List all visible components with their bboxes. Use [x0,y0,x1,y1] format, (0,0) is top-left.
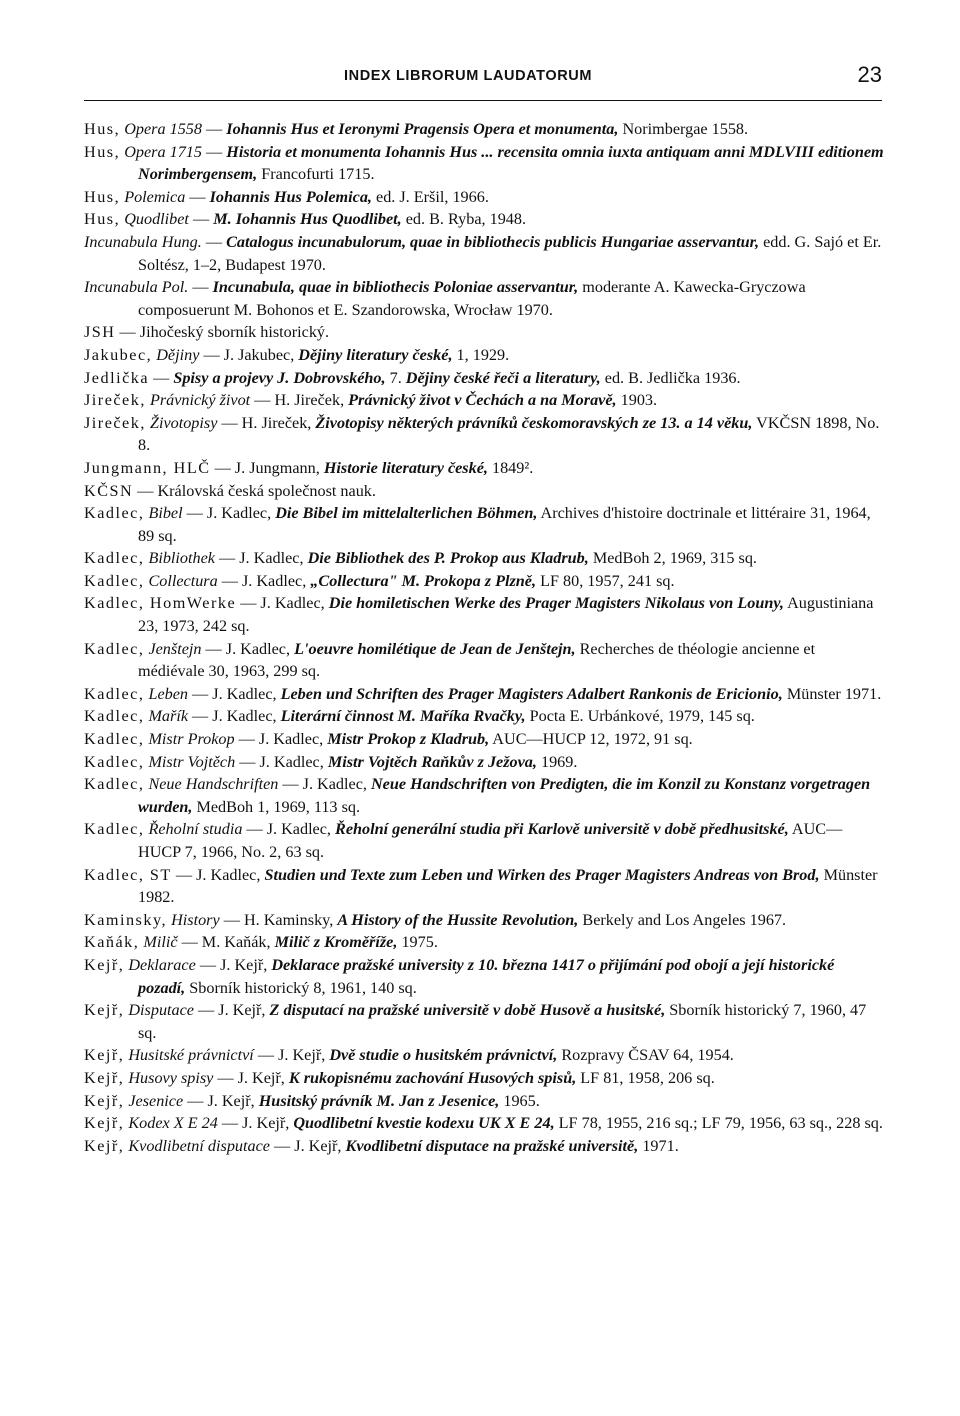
entry-separator: — [201,142,227,161]
entry-separator: — [149,368,174,387]
entry-title-secondary: Mistr Prokop z Kladrub, [327,730,490,749]
entry-title-secondary: Neue Handschriften von Predigten, die im Konzil zu Konstanz vorgetragen wurden, [138,775,871,816]
bibliography-entry [84,1067,884,1090]
entry-title-secondary: Dějiny literatury české, [298,345,453,364]
entry-separator: — [250,391,275,410]
entry-title-secondary: Studien und Texte zum Leben und Wirken des Prager Magisters Andreas von Brod, [264,865,820,884]
entry-separator: — [199,345,224,364]
entry-title-secondary: Literární činnost M. Maříka Rvačky, [280,707,526,726]
entry-short-title: Jenštejn [144,639,202,658]
entry-title-secondary: Die Bibel im mittelalterlichen Böhmen, [275,504,538,523]
entry-title: Incunabula, quae in bibliothecis Poloniae asservantur, [212,278,579,297]
entry-separator: — [217,413,242,432]
entry-details: J. Kadlec, [241,571,311,590]
entry-separator: — [235,752,260,771]
bibliography-entry [84,276,884,321]
entry-details-secondary: 1, 1929. [452,345,510,364]
entry-details-secondary: Sborník historický 7, 1960, 47 sq. [138,1001,867,1042]
entry-title-secondary: Právnický život v Čechách a na Moravě, [348,391,617,410]
entry-details-secondary: 1975. [397,933,438,952]
entry-details-secondary: 1969. [536,752,578,771]
entry-details: M. Kaňák, [201,933,275,952]
entry-key: Kaňák, [84,933,140,952]
entry-separator: — [201,639,226,658]
entry-details-secondary: LF 78, 1955, 216 sq.; LF 79, 1956, 63 sq., 228 sq. [554,1114,883,1133]
entry-details: J. Kadlec, [239,549,308,568]
bibliography-entry [84,954,884,999]
entry-separator: — [214,549,240,568]
entry-title-secondary: „Collectura" M. Prokopa z Plzně, [310,571,537,590]
page-header [84,60,882,101]
entry-short-title: Polemica [120,187,186,206]
entry-key: Kadlec, ST [84,865,172,884]
entry-details: Královská česká společnost nauk. [157,481,376,500]
bibliography-entry [84,480,884,503]
entry-short-title: Mařík [144,707,188,726]
entry-short-title: Incunabula Pol. [84,278,189,297]
entry-key: Kadlec, HomWerke [84,594,237,613]
entry-title-secondary: Řeholní generální studia při Karlově universitě v době předhusitské, [335,820,789,839]
entry-key: Kejř, [84,1001,125,1020]
entry-title-secondary: Mistr Vojtěch Raňkův z Ježova, [327,752,537,771]
entry-short-title: Husovy spisy [124,1068,214,1087]
entry-key: Kadlec, [84,707,145,726]
entry-separator: — [185,187,210,206]
entry-details: J. Kadlec, [206,504,276,523]
entry-short-title: Kodex X E 24 [124,1114,218,1133]
bibliography-entry [84,683,884,706]
entry-title-secondary: Z disputací na pražské universitě v době Husově a husitské, [269,1001,666,1020]
entry-details: ed. B. Ryba, 1948. [401,210,527,229]
entry-title-secondary: Die homiletischen Werke des Prager Magisters Nikolaus von Louny, [328,594,784,613]
entry-details-secondary: Münster 1982. [138,865,878,907]
bibliography-entry [84,412,884,457]
entry-details-secondary: Pocta E. Urbánkové, 1979, 145 sq. [525,707,755,726]
entry-title-secondary: K rukopisnému zachování Husových spisů, [288,1068,577,1087]
entry-details: J. Kejř, [278,1046,330,1065]
entry-short-title: History [167,910,220,929]
entry-key: Hus, [84,210,121,229]
entry-details: Francofurti 1715. [257,165,375,184]
bibliography-entry [84,502,884,547]
bibliography-entry [84,818,884,863]
entry-key: Kadlec, [84,571,145,590]
entry-details-secondary: Münster 1971. [782,684,882,703]
entry-details: J. Kadlec, [212,707,281,726]
entry-details-secondary: 1903. [616,391,658,410]
entry-separator: — [188,210,214,229]
entry-separator: — [210,458,235,477]
entry-details: H. Kaminsky, [243,910,338,929]
bibliography-entry [84,1112,884,1135]
bibliography-entry [84,909,884,932]
entry-title-secondary: Milič z Kroměříže, [274,933,398,952]
entry-key: Kadlec, [84,775,145,794]
entry-details: Norimbergae 1558. [618,120,749,138]
entry-short-title: Husitské právnictví [124,1046,254,1065]
entry-details-secondary: ed. B. Jedlička 1936. [600,368,741,387]
entry-short-title: Collectura [144,571,218,590]
entry-details-secondary: MedBoh 2, 1969, 315 sq. [588,549,757,568]
bibliography-entry [84,705,884,728]
entry-short-title: Milič [139,933,178,952]
entry-details: H. Jireček, [241,413,316,432]
entry-key: Kadlec, [84,549,145,568]
bibliography-entry [84,773,884,818]
entry-key: JSH [84,323,116,342]
entry-short-title: Mistr Prokop [144,730,235,749]
entry-title-secondary: A History of the Hussite Revolution, [337,910,579,929]
bibliography-entry [84,931,884,954]
entry-title-secondary: L'oeuvre homilétique de Jean de Jenštejn, [294,639,576,658]
entry-details-secondary: 1849². [487,458,534,477]
entry-title: Historia et monumenta Iohannis Hus ... recensita omnia iuxta antiquam anni MDLVIII editionem Norimbergensem, [138,142,884,184]
entry-key: Kejř, [84,1046,125,1065]
entry-separator: — [195,955,221,974]
entry-title-secondary: Dějiny české řeči a literatury, [405,368,601,387]
entry-details-secondary: Rozpravy ČSAV 64, 1954. [557,1046,734,1065]
bibliography-entry [84,751,884,774]
entry-title-secondary: Leben und Schriften des Prager Magisters Adalbert Rankonis de Ericionio, [280,684,783,703]
entry-separator: — [201,120,227,138]
entry-short-title: Neue Handschriften [144,775,279,794]
entry-separator: — [182,504,207,523]
entry-title-secondary: Quodlibetní kvestie kodexu UK X E 24, [293,1114,555,1133]
entry-separator: — [188,707,213,726]
entry-separator: — [188,278,213,297]
entry-details-secondary: Berkely and Los Angeles 1967. [578,910,787,929]
entry-short-title: Životopisy [145,413,218,432]
bibliography-entry [84,570,884,593]
entry-separator: — [234,730,259,749]
entry-details: J. Kejř, [220,955,272,974]
entry-separator: — [236,594,261,613]
entry-separator: — [242,820,267,839]
entry-title-secondary: Die Bibliothek des P. Prokop aus Kladrub, [307,549,589,568]
bibliography-entry [84,547,884,570]
entry-details-secondary: VKČSN 1898, No. 8. [138,413,880,455]
entry-details-secondary: AUC—HUCP 7, 1966, No. 2, 63 sq. [138,820,843,861]
entry-key: Kejř, [84,1091,125,1110]
entry-short-title: Kvodlibetní disputace [124,1136,270,1155]
entry-separator: — [133,481,158,500]
entry-key: Hus, [84,142,121,161]
entry-key: Kadlec, [84,639,145,658]
bibliography-entry [84,141,884,186]
bibliography-entry [84,864,884,909]
entry-separator: — [171,865,197,884]
entry-key: Kejř, [84,1136,125,1155]
entry-details-secondary: LF 80, 1957, 241 sq. [536,571,675,590]
bibliography-entry [84,1090,884,1113]
bibliography-entry [84,592,884,637]
entry-details: J. Jungmann, [234,458,324,477]
entry-title-secondary: Historie literatury české, [323,458,488,477]
entry-details: edd. G. Sajó et Er. Soltész, 1–2, Budapest 1970. [138,232,882,274]
entry-details-secondary: Archives d'histoire doctrinale et littéraire 31, 1964, 89 sq. [138,504,871,545]
entry-details: J. Kadlec, [260,594,329,613]
bibliography-entry [84,367,884,390]
entry-short-title: Deklarace [124,955,196,974]
entry-title: Iohannis Hus Polemica, [209,187,372,206]
entry-title: M. Iohannis Hus Quodlibet, [213,210,402,229]
entry-separator: — [217,1114,243,1133]
entry-short-title: Jesenice [124,1091,184,1110]
entry-key: Kejř, [84,955,125,974]
entry-short-title: Bibel [144,504,183,523]
entry-details: J. Kejř, [294,1136,346,1155]
entry-key: Kejř, [84,1068,125,1087]
running-head: INDEX LIBRORUM LAUDATORUM [344,68,593,84]
entry-details: J. Kejř, [237,1068,289,1087]
entry-short-title: Disputace [124,1001,194,1020]
entry-title-secondary: Husitský právník M. Jan z Jesenice, [258,1091,500,1110]
bibliography-entry [84,231,884,276]
page-number: 23 [857,62,882,87]
entry-key: Hus, [84,187,121,206]
entry-title-secondary: Životopisy některých právníků českomoravských ze 13. a 14 věku, [315,413,753,432]
entry-short-title: Mistr Vojtěch [144,752,236,771]
entry-separator: — [217,571,242,590]
entry-details-secondary: MedBoh 1, 1969, 113 sq. [192,797,361,816]
entry-key: Kadlec, [84,504,145,523]
entry-short-title: Opera 1715 [120,142,202,161]
entry-short-title: Bibliothek [144,549,215,568]
bibliography-entry [84,728,884,751]
bibliography-entry [84,389,884,412]
entry-title-secondary: Dvě studie o husitském právnictví, [329,1046,558,1065]
entry-details: J. Kadlec, [258,730,328,749]
entry-details: J. Jakubec, [223,345,299,364]
entry-details: J. Kadlec, [196,865,265,884]
entry-key: KČSN [84,481,134,500]
entry-separator: — [219,910,244,929]
entry-short-title: Incunabula Hung. [84,232,202,251]
entry-key: Hus, [84,120,121,138]
entry-separator: — [183,1091,208,1110]
bibliography-entry [84,208,884,231]
entry-details: H. Jireček, [274,391,349,410]
entry-details-secondary: Recherches de théologie ancienne et médiévale 30, 1963, 299 sq. [138,639,816,681]
entry-key: Kadlec, [84,820,145,839]
entry-key: Jireček, [84,391,146,410]
entry-short-title: Leben [144,684,188,703]
entry-details: J. Kadlec, [212,684,281,703]
bibliography-entry [84,344,884,367]
entry-short-title: Dějiny [152,345,200,364]
bibliography-entry [84,118,884,141]
entry-title-secondary: Deklarace pražské university z 10. března 1417 o přijímání pod obojí a její historické pozadí, [138,955,835,997]
entry-title-secondary: Kvodlibetní disputace na pražské universitě, [345,1136,639,1155]
entry-key: Kadlec, [84,684,145,703]
entry-short-title: Řeholní studia [144,820,243,839]
bibliography-entry [84,1135,884,1158]
entry-details: moderante A. Kawecka-Gryczowa composuerunt M. Bohonos et E. Szandorowska, Wrocław 1970. [138,278,806,319]
entry-separator: — [177,933,202,952]
entry-key: Jungmann, HLČ [84,458,211,477]
bibliography-entry [84,457,884,480]
bibliography-entry [84,638,884,683]
entry-details-secondary: Sborník historický 8, 1961, 140 sq. [185,978,417,997]
entry-separator: — [269,1136,295,1155]
entry-details-secondary: 1965. [499,1091,540,1110]
entry-separator: — [201,232,227,251]
entry-short-title: Opera 1558 [120,120,202,138]
bibliography-list [84,118,884,1157]
entry-details: Jihočeský sborník historický. [139,323,330,342]
entry-title: Spisy a projevy J. Dobrovského, [173,368,386,387]
entry-separator: — [278,775,303,794]
entry-details: J. Kadlec, [259,752,328,771]
entry-details: J. Kadlec, [225,639,295,658]
entry-details-secondary: LF 81, 1958, 206 sq. [576,1068,715,1087]
entry-details: J. Kejř, [207,1091,259,1110]
entry-separator: — [194,1001,219,1020]
entry-key: Kadlec, [84,752,145,771]
entry-details-secondary: AUC—HUCP 12, 1972, 91 sq. [489,730,693,749]
entry-key: Kejř, [84,1114,125,1133]
entry-key: Kadlec, [84,730,145,749]
entry-details: 7. [385,368,406,387]
bibliography-entry [84,1044,884,1067]
entry-details-secondary: 1971. [638,1136,679,1155]
entry-details: J. Kadlec, [266,820,336,839]
entry-separator: — [188,684,213,703]
bibliography-entry [84,999,884,1044]
entry-separator: — [253,1046,279,1065]
entry-details: ed. J. Eršil, 1966. [371,187,489,206]
entry-title: Iohannis Hus et Ieronymi Pragensis Opera et monumenta, [226,120,619,138]
entry-key: Kaminsky, [84,910,168,929]
entry-details: J. Kejř, [218,1001,270,1020]
entry-key: Jireček, [84,413,146,432]
entry-details-secondary: Augustiniana 23, 1973, 242 sq. [138,594,874,636]
entry-separator: — [213,1068,238,1087]
entry-key: Jedlička [84,368,150,387]
entry-title: Catalogus incunabulorum, quae in bibliothecis publicis Hungariae asservantur, [226,232,760,251]
entry-details: J. Kadlec, [302,775,371,794]
entry-short-title: Právnický život [145,391,251,410]
entry-short-title: Quodlibet [120,210,189,229]
bibliography-entry [84,186,884,209]
entry-key: Jakubec, [84,345,153,364]
entry-separator: — [115,323,140,342]
bibliography-entry [84,321,884,344]
entry-details: J. Kejř, [242,1114,294,1133]
